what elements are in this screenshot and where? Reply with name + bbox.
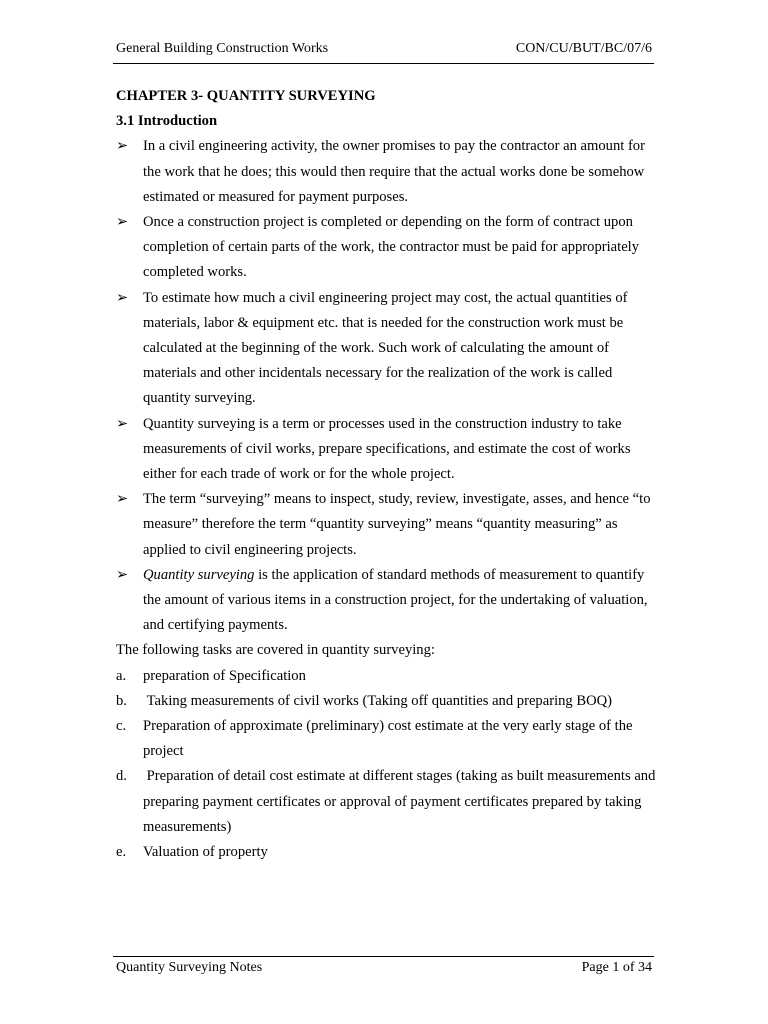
bullet-text: To estimate how much a civil engineering project may cost, the actual quantities of materials, labor & equipment etc. that is needed for the construction work must be calculated at the beginning of the work. Such work of calculating the amount of materials and other incidentals necessary for the realization of the work is called quantity surveying. (143, 289, 628, 407)
bullet-item (116, 487, 656, 563)
bullet-text: Once a construction project is completed or depending on the form of contract upon completion of certain parts of the work, the contractor must be paid for appropriately completed works. (143, 214, 640, 281)
header-title: General Building Construction Works (116, 41, 329, 56)
arrow-bullet-icon: ➢ (116, 491, 129, 508)
task-item (116, 714, 656, 764)
chapter-title: CHAPTER 3- QUANTITY SURVEYING (116, 88, 376, 104)
task-text: Valuation of property (143, 844, 268, 861)
bullet-item (116, 286, 656, 412)
page-number: Page 1 of 34 (581, 960, 652, 975)
arrow-bullet-icon: ➢ (116, 415, 129, 432)
task-item (116, 764, 660, 840)
arrow-bullet-icon: ➢ (116, 566, 129, 583)
footer-title: Quantity Surveying Notes (116, 960, 263, 975)
italic-term: Quantity surveying (143, 566, 255, 583)
task-list (116, 664, 660, 866)
task-text: Preparation of detail cost estimate at different stages (taking as built measurements and preparing payment certificates or approval of payment certificates prepared by taking measurements) (143, 768, 660, 835)
bullet-list (116, 134, 656, 638)
bullet-text: In a civil engineering activity, the owner promises to pay the contractor an amount for the work that he does; this would then require that the actual works done be somehow estimated or measured for payment purposes. (143, 138, 645, 205)
task-text: preparation of Specification (143, 667, 306, 684)
page-header (116, 41, 652, 61)
bullet-item (116, 210, 656, 286)
arrow-bullet-icon: ➢ (116, 214, 129, 231)
task-item (116, 664, 656, 689)
tasks-intro: The following tasks are covered in quantity surveying: (116, 642, 435, 659)
section-title: 3.1 Introduction (116, 113, 218, 130)
task-letter: e. (116, 844, 127, 861)
bullet-item (116, 134, 656, 210)
task-letter: a. (116, 667, 127, 684)
header-code: CON/CU/BUT/BC/07/6 (515, 41, 652, 56)
page-body (116, 84, 660, 865)
task-letter: d. (116, 768, 127, 785)
footer-rule (113, 956, 654, 957)
task-text: Preparation of approximate (preliminary) cost estimate at the very early stage of the project (143, 718, 637, 760)
bullet-item (116, 563, 656, 639)
bullet-text: is the application of standard methods of measurement to quantify the amount of various items in a construction project, for the undertaking of valuation, and certifying payments. (143, 566, 648, 634)
task-text: Taking measurements of civil works (Taking off quantities and preparing BOQ) (143, 692, 613, 709)
task-item (116, 840, 656, 865)
bullet-text: The term “surveying” means to inspect, study, review, investigate, asses, and hence “to measure” therefore the term “quantity surveying” means “quantity measuring” as applied to civil engineering projects. (143, 491, 651, 558)
bullet-item (116, 412, 656, 488)
bullet-text: Quantity surveying is a term or processes used in the construction industry to take measurements of civil works, prepare specifications, and estimate the cost of works either for each trade of work or for the whole project. (143, 415, 631, 483)
page-footer (116, 960, 652, 976)
task-letter: b. (116, 692, 127, 709)
task-item (116, 689, 656, 714)
arrow-bullet-icon: ➢ (116, 138, 129, 155)
header-rule (113, 63, 654, 64)
arrow-bullet-icon: ➢ (116, 289, 129, 306)
task-letter: c. (116, 718, 127, 735)
